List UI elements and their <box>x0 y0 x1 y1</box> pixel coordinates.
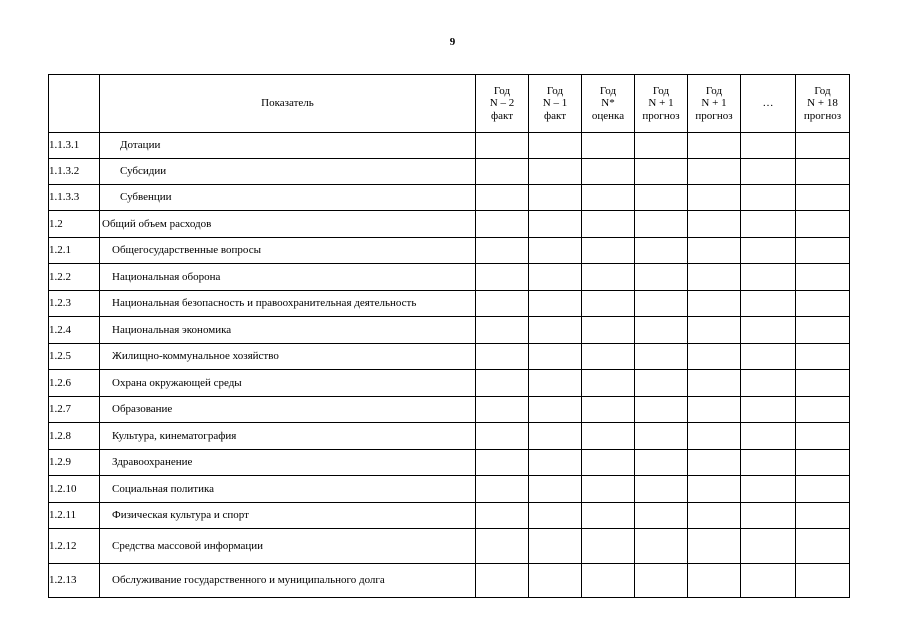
value-cell <box>796 185 850 211</box>
value-cell <box>688 397 741 423</box>
row-code-cell: 1.2.3 <box>49 291 100 317</box>
value-cell <box>476 159 529 185</box>
value-cell <box>476 397 529 423</box>
value-cell <box>476 264 529 291</box>
value-cell <box>688 133 741 159</box>
value-cell <box>582 238 635 264</box>
row-indicator-cell: Национальная безопасность и правоохранительная деятельность <box>100 291 476 317</box>
row-indicator-cell: Образование <box>100 397 476 423</box>
table-row <box>49 344 850 370</box>
value-cell <box>796 397 850 423</box>
value-cell <box>688 476 741 503</box>
table-row <box>49 317 850 344</box>
value-cell <box>635 370 688 397</box>
value-cell <box>476 211 529 238</box>
header-line: прогноз <box>695 109 733 122</box>
table-row <box>49 450 850 476</box>
value-cell <box>582 133 635 159</box>
table-row <box>49 264 850 291</box>
value-cell <box>796 370 850 397</box>
row-indicator-cell: Социальная политика <box>100 476 476 503</box>
value-cell <box>688 211 741 238</box>
value-cell <box>741 264 796 291</box>
value-cell <box>796 344 850 370</box>
value-cell <box>635 211 688 238</box>
value-cell <box>582 529 635 564</box>
row-indicator-cell: Культура, кинематография <box>100 423 476 450</box>
row-code-cell: 1.2.13 <box>49 564 100 598</box>
value-cell <box>635 564 688 598</box>
row-code-cell: 1.2.1 <box>49 238 100 264</box>
value-cell <box>688 529 741 564</box>
value-cell <box>741 529 796 564</box>
value-cell <box>529 291 582 317</box>
value-cell <box>635 133 688 159</box>
value-cell <box>635 529 688 564</box>
value-cell <box>529 238 582 264</box>
value-cell <box>741 238 796 264</box>
table-row <box>49 238 850 264</box>
value-cell <box>529 564 582 598</box>
value-cell <box>635 238 688 264</box>
value-cell <box>741 564 796 598</box>
header-line: N – 1 <box>542 97 568 110</box>
value-cell <box>582 291 635 317</box>
table-header-row <box>49 75 850 133</box>
table-row <box>49 564 850 598</box>
table-row <box>49 159 850 185</box>
value-cell <box>635 159 688 185</box>
value-cell <box>741 370 796 397</box>
table-row <box>49 185 850 211</box>
row-code-cell: 1.1.3.1 <box>49 133 100 159</box>
value-cell <box>476 529 529 564</box>
row-indicator-cell: Общий объем расходов <box>100 211 476 238</box>
header-year-column <box>529 75 582 133</box>
value-cell <box>796 450 850 476</box>
row-indicator-cell: Здравоохранение <box>100 450 476 476</box>
table-row <box>49 291 850 317</box>
header-line: Год <box>814 84 831 97</box>
value-cell <box>635 423 688 450</box>
table-row <box>49 423 850 450</box>
value-cell <box>529 370 582 397</box>
value-cell <box>529 344 582 370</box>
table-row <box>49 211 850 238</box>
row-indicator-cell: Субсидии <box>100 159 476 185</box>
row-code-cell: 1.2 <box>49 211 100 238</box>
header-line: Год <box>652 84 670 97</box>
header-line: N + 18 <box>807 97 838 110</box>
row-indicator-cell: Жилищно-коммунальное хозяйство <box>100 344 476 370</box>
value-cell <box>635 344 688 370</box>
value-cell <box>476 133 529 159</box>
table-row <box>49 529 850 564</box>
value-cell <box>529 450 582 476</box>
value-cell <box>476 476 529 503</box>
value-cell <box>741 397 796 423</box>
value-cell <box>688 264 741 291</box>
value-cell <box>796 291 850 317</box>
value-cell <box>741 133 796 159</box>
header-line: N + 1 <box>701 97 727 110</box>
value-cell <box>796 476 850 503</box>
row-indicator-cell: Субвенции <box>100 185 476 211</box>
row-code-cell: 1.2.12 <box>49 529 100 564</box>
indicators-table <box>48 74 850 598</box>
table-row <box>49 476 850 503</box>
header-line: прогноз <box>803 109 842 122</box>
header-year-column <box>688 75 741 133</box>
value-cell <box>741 185 796 211</box>
header-year-column <box>582 75 635 133</box>
value-cell <box>582 397 635 423</box>
value-cell <box>635 476 688 503</box>
value-cell <box>635 264 688 291</box>
value-cell <box>476 317 529 344</box>
value-cell <box>688 564 741 598</box>
value-cell <box>529 476 582 503</box>
header-ellipsis-column <box>741 75 796 133</box>
value-cell <box>582 564 635 598</box>
value-cell <box>635 397 688 423</box>
row-indicator-cell: Физическая культура и спорт <box>100 503 476 529</box>
row-code-cell: 1.2.11 <box>49 503 100 529</box>
header-line: Год <box>705 84 723 97</box>
value-cell <box>529 211 582 238</box>
value-cell <box>688 423 741 450</box>
value-cell <box>582 476 635 503</box>
table-row <box>49 397 850 423</box>
value-cell <box>796 133 850 159</box>
value-cell <box>476 344 529 370</box>
value-cell <box>529 529 582 564</box>
value-cell <box>688 159 741 185</box>
row-code-cell: 1.1.3.2 <box>49 159 100 185</box>
table-row <box>49 133 850 159</box>
value-cell <box>635 185 688 211</box>
value-cell <box>688 185 741 211</box>
value-cell <box>582 264 635 291</box>
header-year-column <box>476 75 529 133</box>
value-cell <box>635 291 688 317</box>
table-body <box>49 133 850 598</box>
value-cell <box>741 344 796 370</box>
value-cell <box>741 423 796 450</box>
value-cell <box>741 503 796 529</box>
value-cell <box>529 159 582 185</box>
value-cell <box>796 423 850 450</box>
value-cell <box>635 503 688 529</box>
header-year-column <box>796 75 850 133</box>
value-cell <box>529 423 582 450</box>
header-line: N* <box>601 97 615 110</box>
value-cell <box>796 564 850 598</box>
value-cell <box>796 211 850 238</box>
header-line: Год <box>546 84 564 97</box>
header-line: факт <box>490 109 514 122</box>
value-cell <box>476 503 529 529</box>
header-indicator-cell: Показатель <box>100 75 476 133</box>
value-cell <box>582 503 635 529</box>
value-cell <box>741 159 796 185</box>
row-code-cell: 1.1.3.3 <box>49 185 100 211</box>
value-cell <box>582 317 635 344</box>
value-cell <box>688 317 741 344</box>
value-cell <box>796 159 850 185</box>
row-code-cell: 1.2.7 <box>49 397 100 423</box>
header-line: прогноз <box>642 109 680 122</box>
value-cell <box>688 238 741 264</box>
value-cell <box>476 291 529 317</box>
page-number: 9 <box>449 36 456 48</box>
row-code-cell: 1.2.10 <box>49 476 100 503</box>
row-indicator-cell: Дотации <box>100 133 476 159</box>
value-cell <box>796 264 850 291</box>
value-cell <box>582 185 635 211</box>
row-indicator-cell: Национальная оборона <box>100 264 476 291</box>
row-indicator-cell: Обслуживание государственного и муниципального долга <box>100 564 476 598</box>
header-line: оценка <box>591 109 625 122</box>
value-cell <box>688 503 741 529</box>
value-cell <box>476 370 529 397</box>
value-cell <box>529 133 582 159</box>
value-cell <box>796 529 850 564</box>
value-cell <box>741 476 796 503</box>
value-cell <box>529 264 582 291</box>
value-cell <box>796 317 850 344</box>
value-cell <box>582 211 635 238</box>
row-indicator-cell: Национальная экономика <box>100 317 476 344</box>
value-cell <box>476 185 529 211</box>
value-cell <box>741 317 796 344</box>
header-line: … <box>762 97 774 110</box>
row-code-cell: 1.2.9 <box>49 450 100 476</box>
value-cell <box>476 238 529 264</box>
value-cell <box>741 450 796 476</box>
header-line: N – 2 <box>489 97 515 110</box>
value-cell <box>582 159 635 185</box>
row-code-cell: 1.2.2 <box>49 264 100 291</box>
value-cell <box>796 503 850 529</box>
row-code-cell: 1.2.6 <box>49 370 100 397</box>
row-code-cell: 1.2.5 <box>49 344 100 370</box>
value-cell <box>476 423 529 450</box>
value-cell <box>635 450 688 476</box>
row-indicator-cell: Общегосударственные вопросы <box>100 238 476 264</box>
header-code-cell <box>49 75 100 133</box>
value-cell <box>529 503 582 529</box>
value-cell <box>688 344 741 370</box>
row-indicator-cell: Охрана окружающей среды <box>100 370 476 397</box>
header-line: факт <box>543 109 567 122</box>
row-code-cell: 1.2.8 <box>49 423 100 450</box>
value-cell <box>635 317 688 344</box>
table-row <box>49 370 850 397</box>
value-cell <box>582 344 635 370</box>
value-cell <box>529 317 582 344</box>
value-cell <box>582 423 635 450</box>
value-cell <box>796 238 850 264</box>
row-indicator-cell: Средства массовой информации <box>100 529 476 564</box>
value-cell <box>476 450 529 476</box>
value-cell <box>529 397 582 423</box>
value-cell <box>688 291 741 317</box>
value-cell <box>741 211 796 238</box>
header-line: Год <box>493 84 511 97</box>
row-code-cell: 1.2.4 <box>49 317 100 344</box>
value-cell <box>688 450 741 476</box>
value-cell <box>476 564 529 598</box>
value-cell <box>741 291 796 317</box>
header-year-column <box>635 75 688 133</box>
value-cell <box>529 185 582 211</box>
header-line: N + 1 <box>648 97 674 110</box>
table-row <box>49 503 850 529</box>
value-cell <box>582 370 635 397</box>
header-line: Год <box>599 84 617 97</box>
value-cell <box>688 370 741 397</box>
value-cell <box>582 450 635 476</box>
